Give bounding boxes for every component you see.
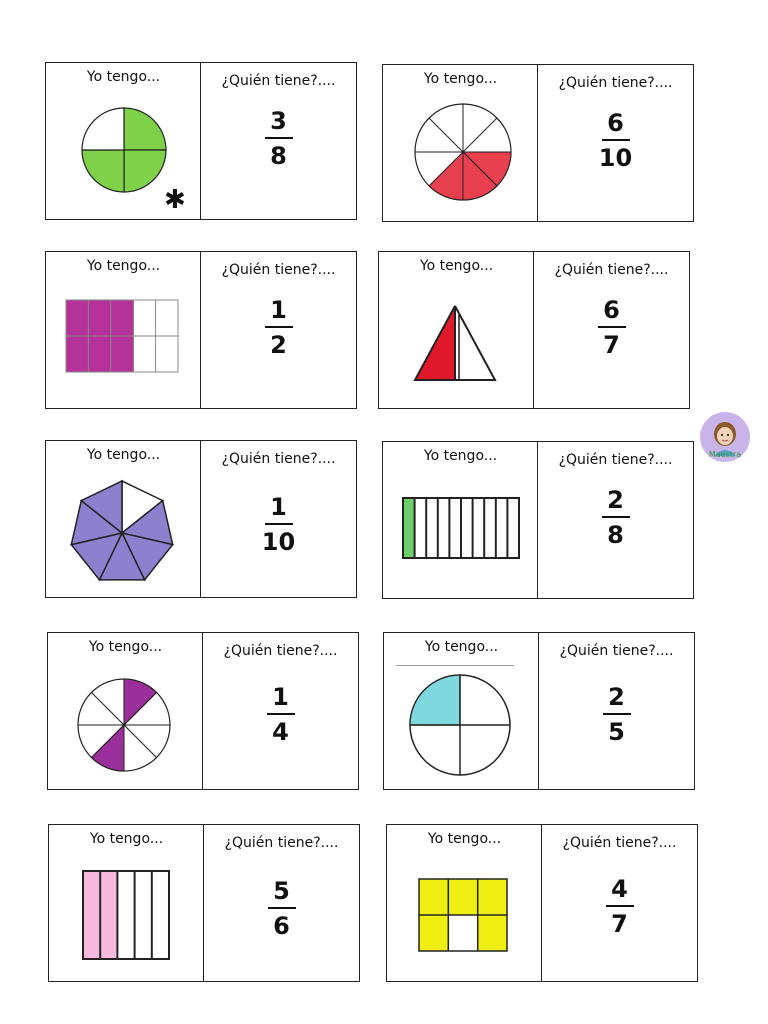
yo-tengo-label: Yo tengo... <box>419 258 494 274</box>
yo-tengo-label: Yo tengo... <box>89 831 164 847</box>
card-right-cell <box>538 65 693 221</box>
numerator: 6 <box>607 109 624 137</box>
denominator: 10 <box>598 144 633 172</box>
fraction <box>201 493 356 556</box>
quien-tiene-label: ¿Quién tiene?.... <box>221 451 336 467</box>
yo-tengo-label: Yo tengo... <box>427 831 502 847</box>
card-5 <box>45 440 357 598</box>
denominator: 8 <box>270 142 287 170</box>
fraction <box>542 875 697 938</box>
numerator: 2 <box>607 486 624 514</box>
circle-eighths-image <box>401 97 521 207</box>
numerator: 5 <box>273 877 290 905</box>
card-right-cell <box>201 252 356 408</box>
ten-strips-image <box>401 474 521 584</box>
card-left-cell <box>383 442 538 598</box>
triangle-halves-image <box>397 284 517 394</box>
card-right-cell <box>538 442 693 598</box>
card-9 <box>48 824 360 982</box>
quien-tiene-label: ¿Quién tiene?.... <box>554 262 669 278</box>
card-right-cell <box>539 633 694 789</box>
fraction-bar <box>606 905 634 907</box>
fraction <box>204 877 359 940</box>
card-8 <box>383 632 695 790</box>
underline-divider <box>396 665 514 666</box>
fraction-bar <box>602 139 630 141</box>
fraction-bar <box>265 523 293 525</box>
yo-tengo-label: Yo tengo... <box>86 69 161 85</box>
quien-tiene-label: ¿Quién tiene?.... <box>221 262 336 278</box>
fraction <box>201 107 356 170</box>
card-right-cell <box>201 441 356 597</box>
numerator: 1 <box>270 493 287 521</box>
fraction <box>201 296 356 359</box>
fraction-bar <box>265 137 293 139</box>
denominator: 7 <box>603 331 620 359</box>
denominator: 2 <box>270 331 287 359</box>
numerator: 1 <box>270 296 287 324</box>
denominator: 4 <box>272 718 289 746</box>
fraction <box>534 296 689 359</box>
card-left-cell <box>387 825 542 981</box>
rectangle-grid-image <box>64 284 184 394</box>
quien-tiene-label: ¿Quién tiene?.... <box>223 643 338 659</box>
fraction-bar <box>598 326 626 328</box>
fraction-bar <box>603 713 631 715</box>
denominator: 8 <box>607 521 624 549</box>
fraction <box>538 486 693 549</box>
quien-tiene-label: ¿Quién tiene?.... <box>558 452 673 468</box>
card-1 <box>45 62 357 220</box>
card-right-cell <box>201 63 356 219</box>
card-right-cell <box>542 825 697 981</box>
fraction <box>203 683 358 746</box>
denominator: 5 <box>608 718 625 746</box>
yo-tengo-label: Yo tengo... <box>86 447 161 463</box>
quien-tiene-label: ¿Quién tiene?.... <box>558 75 673 91</box>
card-left-cell <box>46 63 201 219</box>
card-2 <box>382 64 694 222</box>
fraction-bar <box>268 907 296 909</box>
quien-tiene-label: ¿Quién tiene?.... <box>224 835 339 851</box>
quien-tiene-label: ¿Quién tiene?.... <box>562 835 677 851</box>
card-left-cell <box>48 633 203 789</box>
fraction <box>539 683 694 746</box>
numerator: 3 <box>270 107 287 135</box>
card-left-cell <box>46 252 201 408</box>
quien-tiene-label: ¿Quién tiene?.... <box>221 73 336 89</box>
fraction-bar <box>265 326 293 328</box>
card-7 <box>47 632 359 790</box>
logo-text: Maestra <box>708 450 742 459</box>
card-4 <box>378 251 690 409</box>
card-left-cell <box>379 252 534 408</box>
card-right-cell <box>534 252 689 408</box>
yellow-grid-image <box>405 857 525 967</box>
circle-quarters-cyan-image <box>402 669 522 779</box>
denominator: 7 <box>611 910 628 938</box>
card-3 <box>45 251 357 409</box>
denominator: 6 <box>273 912 290 940</box>
card-left-cell <box>384 633 539 789</box>
asterisk-mark: ✱ <box>164 185 186 215</box>
yo-tengo-label: Yo tengo... <box>86 258 161 274</box>
yo-tengo-label: Yo tengo... <box>423 71 498 87</box>
yo-tengo-label: Yo tengo... <box>423 448 498 464</box>
yo-tengo-label: Yo tengo... <box>88 639 163 655</box>
denominator: 10 <box>261 528 296 556</box>
card-right-cell <box>204 825 359 981</box>
card-left-cell <box>46 441 201 597</box>
numerator: 6 <box>603 296 620 324</box>
numerator: 1 <box>272 683 289 711</box>
fraction <box>538 109 693 172</box>
card-10 <box>386 824 698 982</box>
card-left-cell <box>49 825 204 981</box>
card-left-cell <box>383 65 538 221</box>
card-right-cell <box>203 633 358 789</box>
numerator: 4 <box>611 875 628 903</box>
yo-tengo-label: Yo tengo... <box>424 639 499 655</box>
numerator: 2 <box>608 683 625 711</box>
fraction-bar <box>602 516 630 518</box>
circle-eighths-purple-image <box>66 665 186 775</box>
heptagon-image <box>64 473 184 583</box>
maestra-logo <box>700 412 750 462</box>
quien-tiene-label: ¿Quién tiene?.... <box>559 643 674 659</box>
fraction-bar <box>267 713 295 715</box>
card-6 <box>382 441 694 599</box>
five-strips-image <box>67 857 187 967</box>
